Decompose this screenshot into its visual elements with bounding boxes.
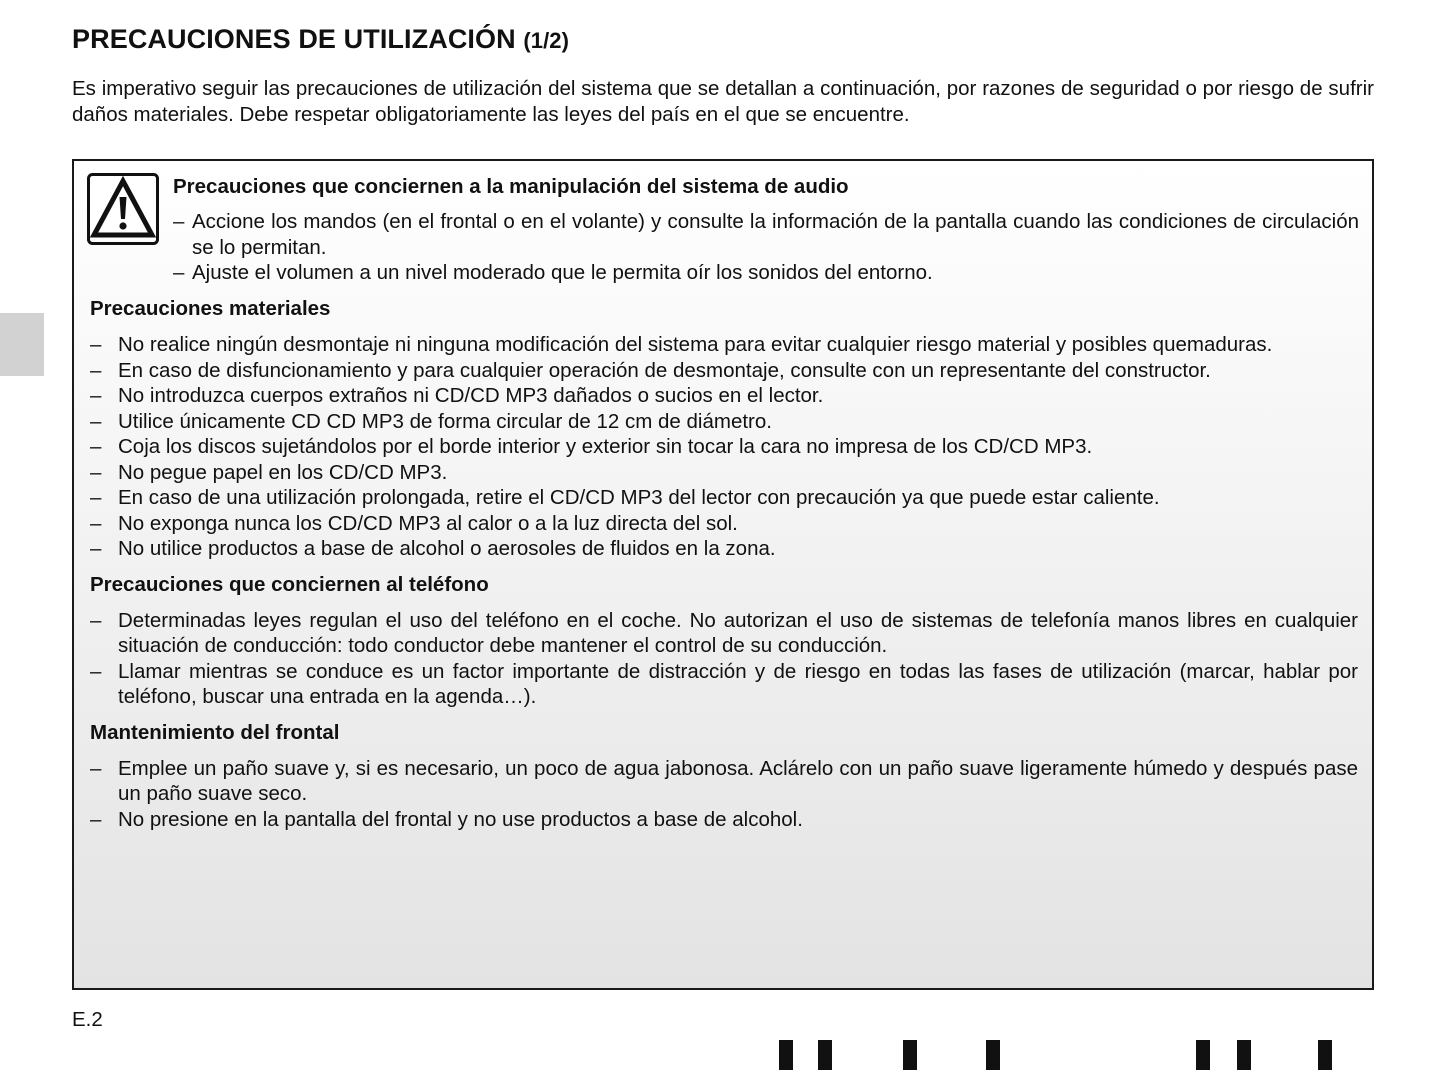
list-dash: – bbox=[90, 384, 102, 407]
list-item bbox=[90, 434, 1358, 460]
list-item bbox=[90, 608, 1358, 659]
list-item bbox=[173, 260, 1359, 286]
list-item-text: Accione los mandos (en el frontal o en el volante) y consulte la información de la pantalla cuando las condiciones de circulación se lo permitan. bbox=[192, 210, 1359, 259]
page-title bbox=[72, 24, 569, 55]
registration-mark bbox=[1237, 1040, 1251, 1070]
list-item-text: No realice ningún desmontaje ni ninguna modificación del sistema para evitar cualquier riesgo material y posibles quemaduras. bbox=[118, 333, 1273, 356]
list-item-text: No introduzca cuerpos extraños ni CD/CD MP3 dañados o sucios en el lector. bbox=[118, 384, 824, 407]
list-dash: – bbox=[90, 537, 102, 560]
list-item bbox=[90, 511, 1358, 537]
list-item bbox=[90, 659, 1358, 710]
list-item bbox=[90, 756, 1358, 807]
list-item-text: Emplee un paño suave y, si es necesario, un poco de agua jabonosa. Aclárelo con un paño suave ligeramente húmedo y después pase un paño suave seco. bbox=[118, 756, 1358, 805]
registration-mark bbox=[779, 1040, 793, 1070]
list-item-text: En caso de una utilización prolongada, retire el CD/CD MP3 del lector con precaución ya que puede estar caliente. bbox=[118, 486, 1160, 509]
print-registration-marks bbox=[0, 1040, 1445, 1070]
list-dash: – bbox=[90, 511, 102, 535]
registration-mark bbox=[1318, 1040, 1332, 1070]
list-item-text: Coja los discos sujetándolos por el borde interior y exterior sin tocar la cara no impresa de los CD/CD MP3. bbox=[118, 435, 1093, 458]
list-dash: – bbox=[90, 435, 102, 458]
registration-mark bbox=[986, 1040, 1000, 1070]
list-item bbox=[173, 209, 1359, 260]
warning-list bbox=[173, 209, 1359, 286]
list-dash: – bbox=[173, 261, 185, 284]
list-dash: – bbox=[90, 460, 102, 484]
list-dash: – bbox=[90, 659, 102, 683]
list-item bbox=[90, 807, 1358, 833]
list-item-text: No presione en la pantalla del frontal y no use productos a base de alcohol. bbox=[118, 807, 803, 831]
list-dash: – bbox=[90, 486, 102, 509]
list-dash: – bbox=[90, 807, 102, 831]
chapter-side-tab bbox=[0, 313, 44, 376]
section-heading-materiales: Precauciones materiales bbox=[90, 297, 331, 320]
intro-paragraph: Es imperativo seguir las precauciones de utilización del sistema que se detallan a continuación, por razones de seguridad o por riesgo de sufrir daños materiales. Debe respetar obligatoriamente las leyes del país en el que se encuentre. bbox=[72, 77, 1374, 126]
sections-container bbox=[90, 296, 1358, 842]
list-item-text: No exponga nunca los CD/CD MP3 al calor o a la luz directa del sol. bbox=[118, 511, 738, 535]
registration-mark bbox=[1196, 1040, 1210, 1070]
list-dash: – bbox=[90, 756, 102, 780]
registration-mark bbox=[818, 1040, 832, 1070]
list-item bbox=[90, 536, 1358, 562]
section-list-materiales bbox=[90, 332, 1358, 562]
warning-heading: Precauciones que conciernen a la manipulación del sistema de audio bbox=[173, 175, 849, 198]
section-list-mantenimiento bbox=[90, 756, 1358, 833]
list-item bbox=[90, 485, 1358, 511]
list-dash: – bbox=[90, 409, 102, 433]
registration-mark bbox=[903, 1040, 917, 1070]
list-item-text: En caso de disfuncionamiento y para cualquier operación de desmontaje, consulte con un representante del constructor. bbox=[118, 358, 1211, 382]
list-item-text: Llamar mientras se conduce es un factor importante de distracción y de riesgo en todas las fases de utilización (marcar, hablar por teléfono, buscar una entrada en la agenda…). bbox=[118, 659, 1358, 708]
list-item-text: No utilice productos a base de alcohol o aerosoles de fluidos en la zona. bbox=[118, 537, 776, 560]
list-item-text: Utilice únicamente CD CD MP3 de forma circular de 12 cm de diámetro. bbox=[118, 409, 772, 433]
warning-triangle-icon bbox=[87, 173, 159, 245]
section-heading-telefono: Precauciones que conciernen al teléfono bbox=[90, 572, 489, 596]
page-number: E.2 bbox=[72, 1008, 103, 1031]
list-item-text: Ajuste el volumen a un nivel moderado que le permita oír los sonidos del entorno. bbox=[192, 261, 933, 284]
list-item bbox=[90, 409, 1358, 435]
page-title-text: PRECAUCIONES DE UTILIZACIÓN bbox=[72, 24, 516, 54]
list-item-text: Determinadas leyes regulan el uso del teléfono en el coche. No autorizan el uso de sistemas de telefonía manos libres en cualquier situación de conducción: todo conductor debe mantener el control de su conducción. bbox=[118, 608, 1358, 657]
section-list-telefono bbox=[90, 608, 1358, 710]
page-title-part: (1/2) bbox=[523, 28, 570, 53]
list-dash: – bbox=[90, 358, 102, 382]
list-item bbox=[90, 460, 1358, 486]
list-dash: – bbox=[90, 333, 102, 356]
list-item bbox=[90, 332, 1358, 358]
list-item-text: No pegue papel en los CD/CD MP3. bbox=[118, 460, 448, 484]
list-dash: – bbox=[173, 210, 185, 233]
list-item bbox=[90, 383, 1358, 409]
precautions-box bbox=[72, 159, 1374, 990]
section-heading-mantenimiento: Mantenimiento del frontal bbox=[90, 720, 340, 744]
list-dash: – bbox=[90, 608, 102, 632]
list-item bbox=[90, 358, 1358, 384]
